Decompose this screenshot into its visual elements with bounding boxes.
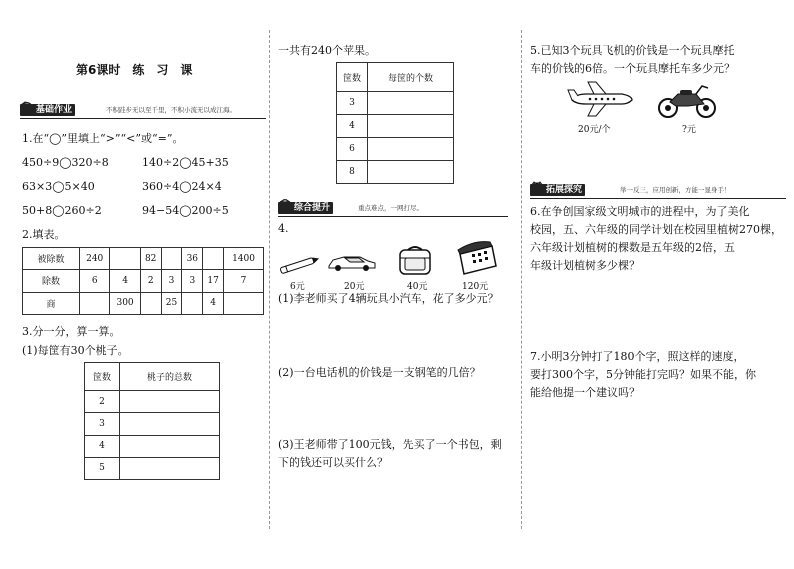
table-cell: 5 — [85, 457, 120, 479]
q4-sub2: (2)一台电话机的价钱是一支钢笔的几倍？ — [278, 366, 481, 379]
q7-line: 7.小明3分钟打了180个字，照这样的速度， — [530, 350, 745, 363]
schoolbag-icon — [396, 244, 434, 278]
table-cell[interactable] — [110, 248, 140, 270]
table-row — [337, 138, 454, 161]
table-cell[interactable]: 240 — [80, 248, 110, 270]
table-row — [337, 161, 454, 184]
table-row — [23, 292, 264, 314]
section-motto: 重点难点，一网打尽。 — [358, 204, 423, 212]
apple-table — [336, 62, 454, 184]
q5-line: 5.已知3个玩具飞机的价钱是一个玩具摩托 — [530, 44, 735, 57]
q5-line: 车的价钱的6倍。一个玩具摩托车多少元？ — [530, 62, 735, 75]
phone-price: 120元 — [462, 282, 489, 292]
table-cell: 2 — [85, 391, 120, 413]
section-comprehensive — [278, 202, 508, 214]
table-header: 筐数 — [337, 63, 368, 92]
car-price: 20元 — [344, 282, 365, 292]
table-cell[interactable]: 1400 — [224, 248, 264, 270]
table-cell[interactable]: 4 — [110, 270, 140, 292]
row-label: 商 — [23, 292, 80, 314]
answer-cell[interactable] — [368, 115, 454, 138]
q3-sub1: (1)每筐有30个桃子。 — [22, 344, 129, 357]
table-cell[interactable]: 7 — [224, 270, 264, 292]
q1-item: 94−54◯200÷5 — [142, 204, 229, 217]
q2-stem: 2.填表。 — [22, 228, 66, 241]
table-row — [23, 270, 264, 292]
table-row — [337, 92, 454, 115]
q6-line: 校园，五、六年级的同学计划在校园里植树270棵， — [530, 223, 782, 236]
q1-item: 63×3◯5×40 — [22, 180, 95, 193]
section-rule — [530, 198, 786, 199]
left-column — [0, 0, 268, 569]
table-cell: 4 — [337, 115, 368, 138]
pen-icon — [276, 252, 322, 278]
table-cell[interactable]: 36 — [182, 248, 203, 270]
table-row — [85, 413, 220, 435]
answer-cell[interactable] — [368, 161, 454, 184]
row-label: 除数 — [23, 270, 80, 292]
row-label: 被除数 — [23, 248, 80, 270]
table-cell[interactable] — [80, 292, 110, 314]
table-cell: 8 — [337, 161, 368, 184]
telephone-icon — [454, 238, 498, 276]
section-motto: 不积跬步无以至千里，不积小流无以成江海。 — [106, 106, 236, 114]
q4-sub3: (3)王老师带了100元钱，先买了一个书包，剩 — [278, 438, 502, 451]
section-basic-homework — [20, 104, 266, 116]
table-cell[interactable]: 2 — [140, 270, 161, 292]
q2-fill-table — [22, 247, 264, 315]
section-motto: 举一反三，应用创新，方能一显身手！ — [620, 186, 731, 194]
table-cell[interactable]: 25 — [161, 292, 182, 314]
middle-column — [270, 0, 520, 569]
lesson-title: 第6课时 练 习 课 — [76, 63, 193, 77]
q1-item: 450÷9◯320÷8 — [22, 156, 109, 169]
section-extension — [530, 184, 786, 196]
table-row — [85, 457, 220, 479]
section-badge: 综合提升 — [278, 202, 333, 214]
table-row — [337, 63, 454, 92]
table-header: 筐数 — [85, 363, 120, 391]
q1-item: 140÷2◯45+35 — [142, 156, 229, 169]
table-cell: 3 — [337, 92, 368, 115]
table-cell[interactable] — [140, 292, 161, 314]
q1-stem: 1.在“◯”里填上“>”“<”或“=”。 — [22, 132, 184, 145]
peach-table — [84, 362, 220, 480]
q1-item: 50+8◯260÷2 — [22, 204, 102, 217]
section-badge: 拓展探究 — [530, 184, 585, 196]
q3-sub2: 一共有240个苹果。 — [278, 44, 376, 57]
q4-sub3: 下的钱还可以买什么？ — [278, 456, 388, 469]
q4-sub1: (1)李老师买了4辆玩具小汽车，花了多少元？ — [278, 292, 499, 305]
table-row — [85, 391, 220, 413]
q6-line: 6.在争创国家级文明城市的进程中，为了美化 — [530, 205, 750, 218]
q7-line: 要打300个字，5分钟能打完吗？如果不能，你 — [530, 368, 756, 381]
q6-line: 年级计划植树多少棵？ — [530, 259, 640, 272]
table-cell: 6 — [337, 138, 368, 161]
table-cell: 4 — [85, 435, 120, 457]
motorcycle-price: ?元 — [682, 125, 696, 135]
table-cell[interactable]: 4 — [203, 292, 224, 314]
table-row — [337, 115, 454, 138]
answer-cell[interactable] — [368, 138, 454, 161]
table-cell[interactable]: 17 — [203, 270, 224, 292]
section-badge: 基础作业 — [20, 104, 75, 116]
table-cell[interactable] — [224, 292, 264, 314]
q7-line: 能给他提一个建议吗？ — [530, 386, 640, 399]
table-cell[interactable] — [161, 248, 182, 270]
toy-motorcycle-icon — [656, 82, 718, 120]
table-header: 每筐的个数 — [368, 63, 454, 92]
table-cell[interactable]: 3 — [161, 270, 182, 292]
toy-car-icon — [326, 250, 378, 274]
section-rule — [278, 216, 508, 217]
pen-price: 6元 — [290, 282, 305, 292]
table-cell[interactable] — [182, 292, 203, 314]
table-cell[interactable] — [203, 248, 224, 270]
table-row — [23, 248, 264, 270]
answer-cell[interactable] — [120, 391, 220, 413]
plane-price: 20元/个 — [578, 125, 611, 135]
bag-price: 40元 — [407, 282, 428, 292]
table-cell: 3 — [85, 413, 120, 435]
answer-cell[interactable] — [120, 457, 220, 479]
q6-line: 六年级计划植树的棵数是五年级的2倍，五 — [530, 241, 735, 254]
right-column — [522, 0, 794, 569]
answer-cell[interactable] — [368, 92, 454, 115]
table-row — [85, 363, 220, 391]
q1-item: 360÷4◯24×4 — [142, 180, 222, 193]
table-cell[interactable]: 300 — [110, 292, 140, 314]
table-cell[interactable]: 6 — [80, 270, 110, 292]
table-header: 桃子的总数 — [120, 363, 220, 391]
section-rule — [20, 118, 266, 119]
toy-plane-icon — [566, 80, 636, 120]
table-row — [85, 435, 220, 457]
answer-cell[interactable] — [120, 435, 220, 457]
q4-number: 4. — [278, 222, 289, 235]
answer-cell[interactable] — [120, 413, 220, 435]
q3-stem: 3.分一分，算一算。 — [22, 325, 121, 338]
table-cell[interactable]: 3 — [182, 270, 203, 292]
table-cell[interactable]: 82 — [140, 248, 161, 270]
